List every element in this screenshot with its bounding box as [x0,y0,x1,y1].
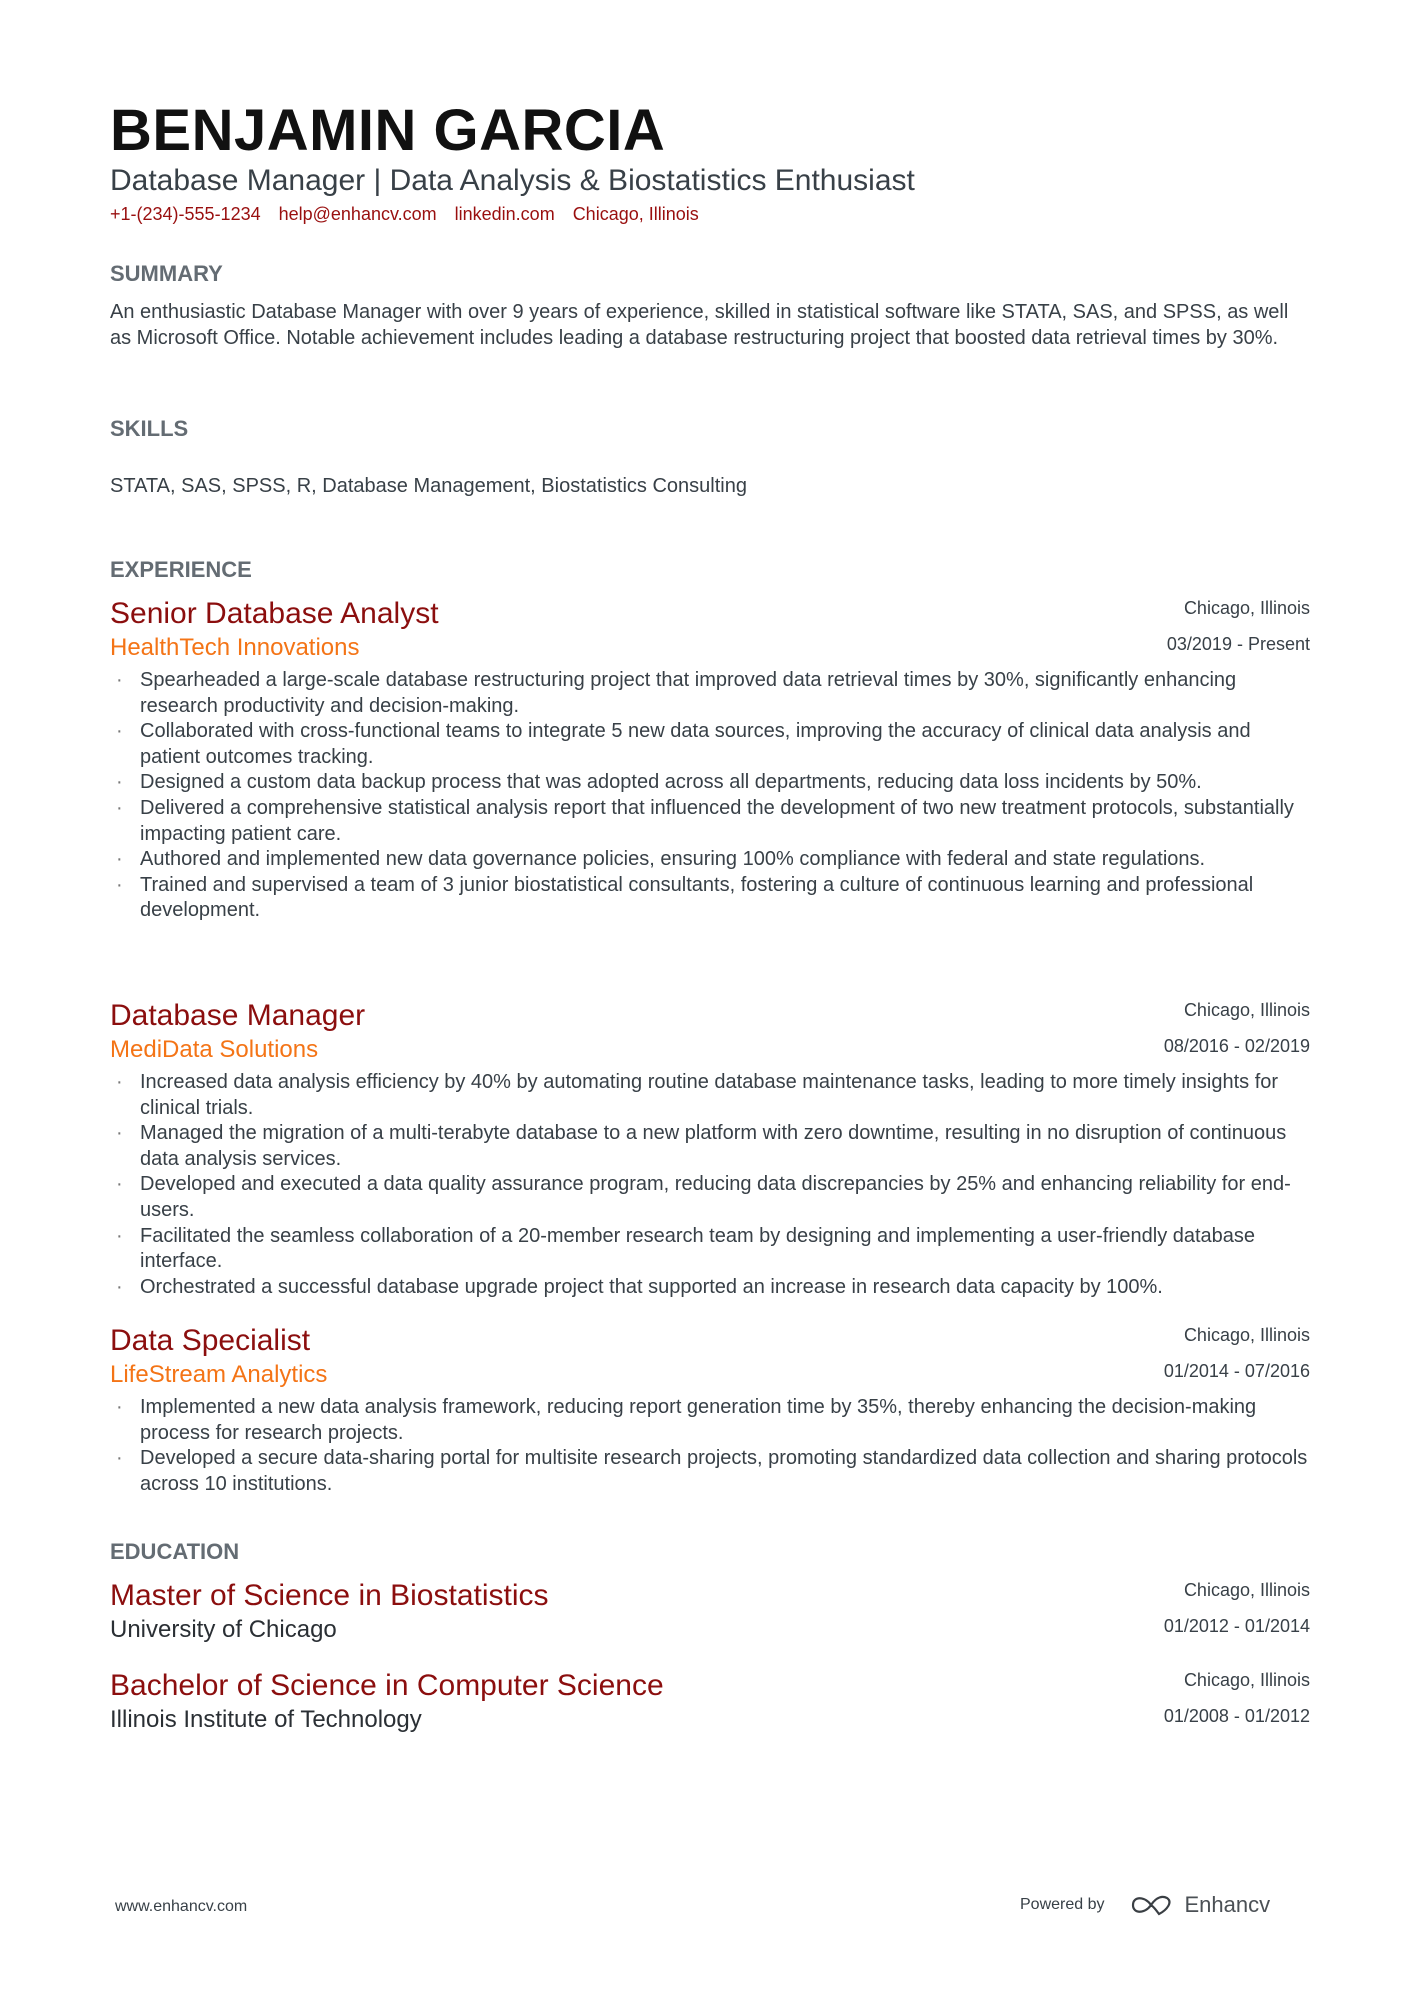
job-title: Senior Database Analyst [110,597,439,630]
location: Chicago, Illinois [572,204,699,224]
education-entry [110,1668,1310,1736]
powered-by-label: Powered by [1020,1896,1105,1913]
education-section [110,1538,1310,1566]
experience-section [110,556,1310,584]
website-link[interactable]: www.enhancv.com [115,1898,248,1915]
company-name: LifeStream Analytics [110,1361,328,1388]
bullet-item: · Authored and implemented new data governance policies, ensuring 100% compliance with federal and state regulations. [110,847,1310,873]
school-name: Illinois Institute of Technology [110,1706,422,1733]
skills-section [110,415,1310,499]
summary-section [110,260,1310,351]
bullet-item: · Managed the migration of a multi-terabyte database to a new platform with zero downtime, resulting in no disruption of continuous data analysis services. [110,1121,1310,1172]
linkedin-link[interactable]: linkedin.com [454,204,555,224]
bullet-item: · Developed and executed a data quality assurance program, reducing data discrepancies by 25% and enhancing reliability for end-users. [110,1172,1310,1223]
school-name: University of Chicago [110,1616,337,1643]
headline: Database Manager | Data Analysis & Biostatistics Enthusiast [110,164,915,197]
bullet-item: · Increased data analysis efficiency by 40% by automating routine database maintenance tasks, leading to more timely insights for clinical trials. [110,1070,1310,1121]
section-title: EXPERIENCE [110,557,252,582]
job-title: Data Specialist [110,1324,311,1357]
section-title: SKILLS [110,416,189,441]
edu-location: Chicago, Illinois [1183,1670,1310,1690]
job-entry [110,998,1310,1300]
edu-dates: 01/2008 - 01/2012 [1163,1706,1310,1726]
powered-by [1020,1892,1270,1918]
job-entry [110,596,1310,924]
summary-text: An enthusiastic Database Manager with over 9 years of experience, skilled in statistical software like STATA, SAS, and SPSS, as well as Microsoft Office. Notable achievement includes leading a database restructuring project that boosted data retrieval times by 30%. [110,301,1289,349]
job-dates: 01/2014 - 07/2016 [1163,1361,1310,1381]
bullet-item: · Delivered a comprehensive statistical analysis report that influenced the development of two new treatment protocols, substantially impacting patient care. [110,796,1310,847]
section-title: EDUCATION [110,1539,240,1564]
email-link[interactable]: help@enhancv.com [278,204,437,224]
job-location: Chicago, Illinois [1183,598,1310,618]
enhancv-logo-icon [1129,1892,1175,1918]
job-location: Chicago, Illinois [1183,1325,1310,1345]
job-dates: 03/2019 - Present [1166,634,1310,654]
company-name: HealthTech Innovations [110,634,360,661]
job-entry [110,1323,1310,1497]
edu-location: Chicago, Illinois [1183,1580,1310,1600]
bullet-item: · Trained and supervised a team of 3 junior biostatistical consultants, fostering a culture of continuous learning and professional development. [110,873,1310,924]
bullet-item: · Facilitated the seamless collaboration of a 20-member research team by designing and implementing a user-friendly database interface. [110,1224,1310,1275]
bullet-item: · Developed a secure data-sharing portal for multisite research projects, promoting standardized data collection and sharing protocols across 10 institutions. [110,1446,1310,1497]
brand-name: Enhancv [1184,1892,1271,1917]
enhancv-logo[interactable] [1129,1892,1271,1918]
company-name: MediData Solutions [110,1036,319,1063]
bullet-item: · Collaborated with cross-functional teams to integrate 5 new data sources, improving the accuracy of clinical data analysis and patient outcomes tracking. [110,719,1310,770]
bullet-list [110,1395,1310,1497]
degree: Bachelor of Science in Computer Science [110,1669,664,1702]
degree: Master of Science in Biostatistics [110,1579,549,1612]
bullet-item: · Implemented a new data analysis framework, reducing report generation time by 35%, thereby enhancing the decision-making process for research projects. [110,1395,1310,1446]
bullet-item: · Spearheaded a large-scale database restructuring project that improved data retrieval times by 30%, significantly enhancing research productivity and decision-making. [110,668,1310,719]
job-dates: 08/2016 - 02/2019 [1163,1036,1310,1056]
section-title: SUMMARY [110,261,223,286]
bullet-item: · Designed a custom data backup process that was adopted across all departments, reducing data loss incidents by 50%. [110,770,1310,796]
job-location: Chicago, Illinois [1183,1000,1310,1020]
bullet-list [110,1070,1310,1300]
phone-link[interactable]: +1-(234)-555-1234 [110,204,261,224]
education-entry [110,1578,1310,1646]
contact-info [110,202,717,226]
job-title: Database Manager [110,999,366,1032]
edu-dates: 01/2012 - 01/2014 [1163,1616,1310,1636]
candidate-name: BENJAMIN GARCIA [110,98,666,163]
skills-text: STATA, SAS, SPSS, R, Database Management, Biostatistics Consulting [110,475,747,497]
bullet-item: · Orchestrated a successful database upgrade project that supported an increase in research data capacity by 100%. [110,1275,1310,1301]
bullet-list [110,668,1310,924]
